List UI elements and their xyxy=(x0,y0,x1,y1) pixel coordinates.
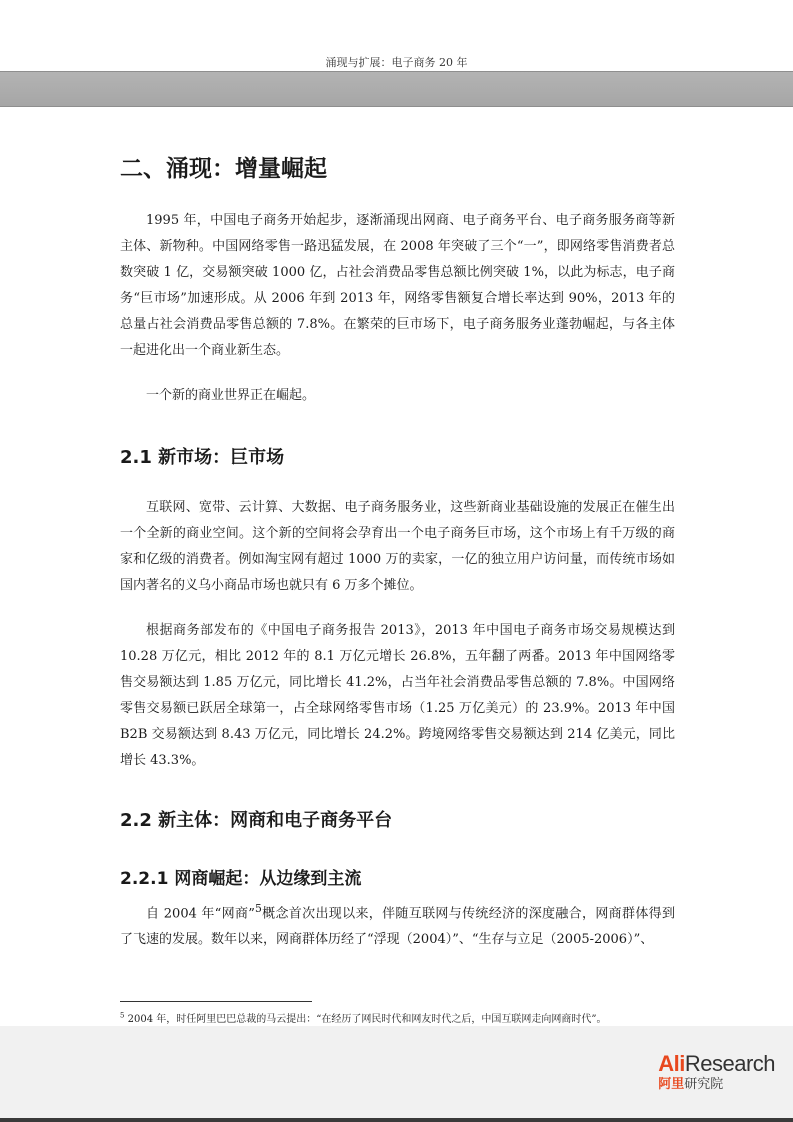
paragraph xyxy=(120,896,675,953)
footnote xyxy=(120,1010,680,1025)
logo-ali: Ali xyxy=(658,1051,685,1076)
paragraph-text: 自 2004 年“网商” xyxy=(146,906,255,922)
paragraph: 1995 年，中国电子商务开始起步，逐渐涌现出网商、电子商务平台、电子商务服务商等新主体、新物种。中国网络零售一路迅猛发展，在 2008 年突破了三个“一”，即网络零售消费者总数突破 1 亿，交易额突破 1000 亿，占社会消费品零售总额比例突破 1%，以此为标志，电子商务“巨市场”加速形成。从 2006 年到 2013 年，网络零售额复合增长率达到 90%，2013 年的总量占社会消费品零售总额的 7.8%。在繁荣的巨市场下，电子商务服务业蓬勃崛起，与各主体一起进化出一个商业新生态。 xyxy=(120,213,675,358)
subsection-title: 2.2 新主体：网商和电子商务平台 xyxy=(120,810,393,831)
running-header: 涌现与扩展：电子商务 20 年 xyxy=(325,56,468,69)
aliresearch-logo xyxy=(658,1051,775,1092)
subsection-title: 2.1 新市场：巨市场 xyxy=(120,447,285,468)
footer-line xyxy=(0,1118,793,1122)
subsubsection-title: 2.2.1 网商崛起：从边缘到主流 xyxy=(120,869,362,889)
paragraph-text: 概念首次出现以来，伴随互联网与传统经济的深度融合，网商群体得到了飞速的发展。数年以来，网商群体历经了“浮现（2004）”、“生存与立足（2005-2006）”、 xyxy=(120,906,675,948)
logo-cn-institute: 研究院 xyxy=(684,1076,724,1091)
section-title: 二、涌现：增量崛起 xyxy=(120,156,327,182)
paragraph: 互联网、宽带、云计算、大数据、电子商务服务业，这些新商业基础设施的发展正在催生出一个全新的商业空间。这个新的空间将会孕育出一个电子商务巨市场，这个市场上有千万级的商家和亿级的消费者。例如淘宝网有超过 1000 万的卖家，一亿的独立用户访问量，而传统市场如国内著名的义乌小商品市场也就只有 6 万多个摊位。 xyxy=(120,500,675,593)
footnote-number: 5 xyxy=(120,1011,125,1020)
footnote-rule xyxy=(120,1001,312,1002)
header-bar xyxy=(0,71,793,107)
logo-research: Research xyxy=(684,1051,775,1076)
logo-cn-ali: 阿里 xyxy=(658,1076,685,1091)
footnote-ref[interactable]: 5 xyxy=(254,902,262,915)
footnote-text: 2004 年，时任阿里巴巴总裁的马云提出：“在经历了网民时代和网友时代之后，中国互联网走向网商时代”。 xyxy=(124,1014,607,1025)
paragraph: 根据商务部发布的《中国电子商务报告 2013》，2013 年中国电子商务市场交易规模达到 10.28 万亿元，相比 2012 年的 8.1 万亿元增长 26.8%，五年翻了两番。2013 年中国网络零售交易额达到 1.85 万亿元，同比增长 41.2%，占当年社会消费品零售总额的 7.8%。中国网络零售交易额已跃居全球第一，占全球网络零售市场（1.25 万亿美元）的 23.9%。2013 年中国 B2B 交易额达到 8.43 万亿元，同比增长 24.2%。跨境网络零售交易额达到 214 亿美元，同比增长 43.3%。 xyxy=(120,623,675,768)
paragraph: 一个新的商业世界正在崛起。 xyxy=(146,388,316,403)
